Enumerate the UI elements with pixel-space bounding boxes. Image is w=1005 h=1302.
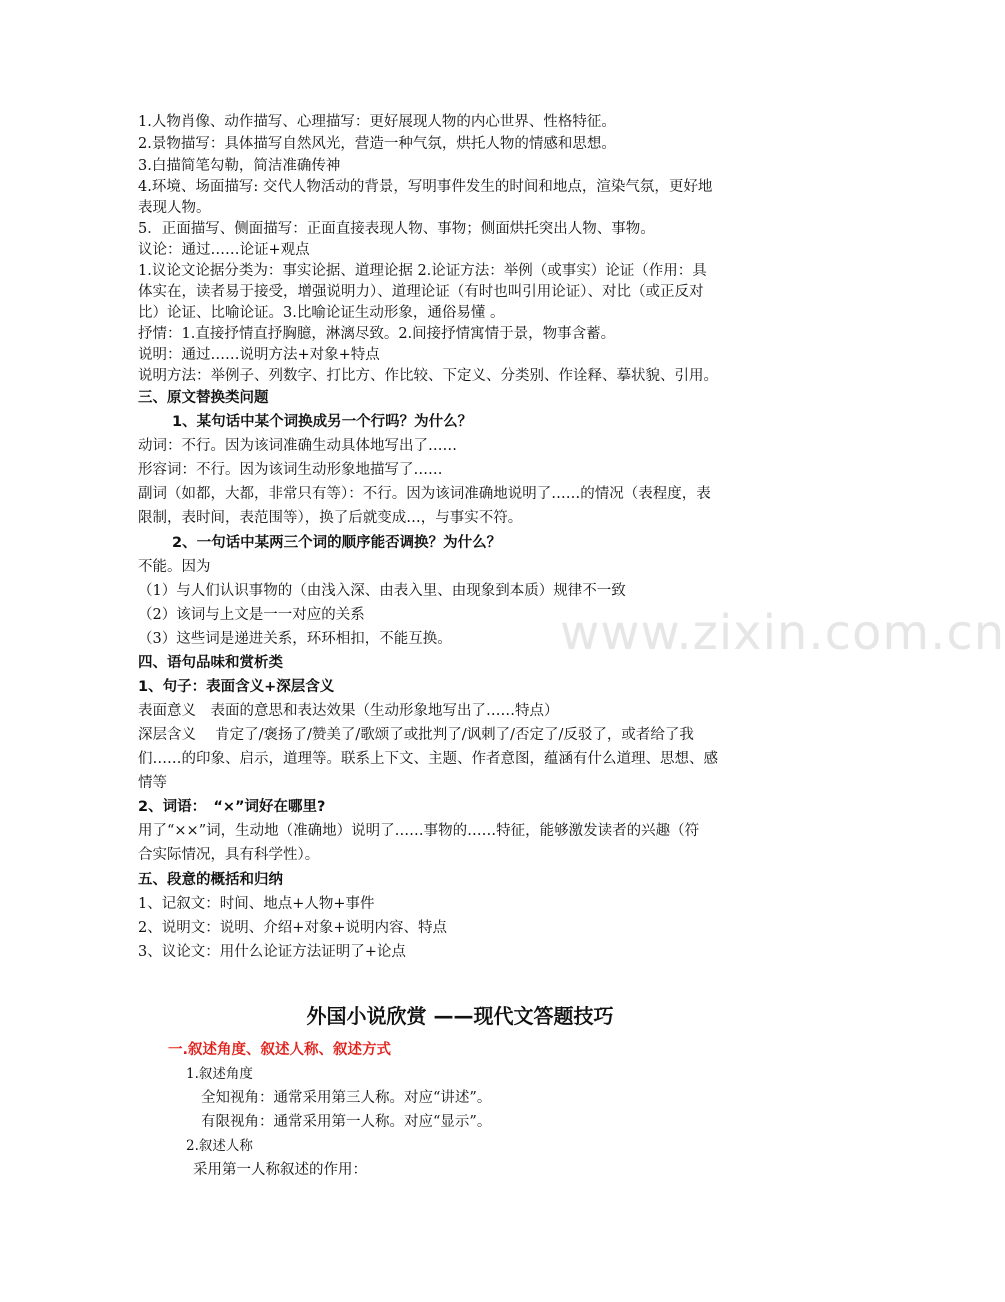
text-line: 动词：不行。因为该词准确生动具体地写出了…… <box>138 438 457 454</box>
text-line: 2、说明文：说明、介绍+对象+说明内容、特点 <box>138 920 448 936</box>
text-line: 2.景物描写：具体描写自然风光，营造一种气氛，烘托人物的情感和思想。 <box>138 136 616 152</box>
text-line: 用了“××”词，生动地（准确地）说明了……事物的……特征，能够激发读者的兴趣（符 <box>138 823 700 839</box>
section-heading-3: 三、原文替换类问题 <box>138 390 269 406</box>
text-line: 1、记叙文：时间、地点+人物+事件 <box>138 896 375 912</box>
section-heading-5: 五、段意的概括和归纳 <box>138 872 283 888</box>
text-line: 比）论证、比喻论证。3.比喻论证生动形象，通俗易懂 。 <box>138 305 505 321</box>
watermark: www.zixin.com.cn <box>560 605 1005 661</box>
text-line: 体实在，读者易于接受，增强说明力）、道理论证（有时也叫引用论证）、对比（或正反对 <box>138 284 704 300</box>
question-heading-2: 2、一句话中某两三个词的顺序能否调换？为什么？ <box>172 535 502 551</box>
text-line: 有限视角：通常采用第一人称。对应“显示”。 <box>201 1114 492 1130</box>
question-heading-1: 1、某句话中某个词换成另一个行吗？为什么？ <box>172 414 473 430</box>
text-line: 1.叙述角度 <box>186 1066 253 1082</box>
text-line: 4.环境、场面描写: 交代人物活动的背景，写明事件发生的时间和地点，渲染气氛，更好地 <box>138 179 713 195</box>
subheading-word: 2、词语： “×”词好在哪里? <box>138 799 326 815</box>
text-line: （1）与人们认识事物的（由浅入深、由表入里、由现象到本质）规律不一致 <box>138 583 626 599</box>
text-line: 副词（如都，大都，非常只有等）：不行。因为该词准确地说明了……的情况（表程度，表 <box>138 486 711 502</box>
text-line: 3、议论文：用什么论证方法证明了+论点 <box>138 944 406 960</box>
text-line: 表面意义 表面的意思和表达效果（生动形象地写出了……特点） <box>138 703 559 719</box>
red-heading: 一.叙述角度、叙述人称、叙述方式 <box>168 1042 392 1058</box>
text-line: 议论：通过……论证+观点 <box>138 242 310 258</box>
page-title: 外国小说欣赏 ——现代文答题技巧 <box>306 1004 614 1028</box>
text-line: 情等 <box>138 775 167 791</box>
text-line: 深层含义 肯定了/褒扬了/赞美了/歌颂了或批判了/讽刺了/否定了/反驳了，或者给了我 <box>138 727 694 743</box>
text-line: 说明：通过……说明方法+对象+特点 <box>138 347 380 363</box>
text-line: 1.议论文论据分类为：事实论据、道理论据 2.论证方法：举例（或事实）论证（作用：具 <box>138 263 707 279</box>
text-line: 形容词：不行。因为该词生动形象地描写了…… <box>138 462 443 478</box>
text-line: 合实际情况，具有科学性）。 <box>138 847 320 863</box>
text-line: 不能。因为 <box>138 559 211 575</box>
text-line: 说明方法：举例子、列数字、打比方、作比较、下定义、分类别、作诠释、摹状貌、引用。 <box>138 368 718 384</box>
text-line: 抒情：1.直接抒情直抒胸臆，淋漓尽致。2.间接抒情寓情于景，物事含蓄。 <box>138 326 616 342</box>
section-heading-4: 四、语句品味和赏析类 <box>138 655 283 671</box>
text-line: 2.叙述人称 <box>186 1138 253 1154</box>
text-line: 5．正面描写、侧面描写：正面直接表现人物、事物；侧面烘托突出人物、事物。 <box>138 221 655 237</box>
text-line: 表现人物。 <box>138 200 211 216</box>
text-line: 限制，表时间，表范围等），换了后就变成…，与事实不符。 <box>138 510 523 526</box>
text-line: （3）这些词是递进关系，环环相扣，不能互换。 <box>138 631 452 647</box>
text-line: 3.白描简笔勾勒，简洁准确传神 <box>138 158 341 174</box>
text-line: 全知视角：通常采用第三人称。对应“讲述”。 <box>201 1090 492 1106</box>
text-line: （2）该词与上文是一一对应的关系 <box>138 607 365 623</box>
subheading-sentence: 1、句子：表面含义+深层含义 <box>138 679 335 695</box>
text-line: 1.人物肖像、动作描写、心理描写：更好展现人物的内心世界、性格特征。 <box>138 114 616 130</box>
text-line: 们……的印象、启示，道理等。联系上下文、主题、作者意图，蕴涵有什么道理、思想、感 <box>138 751 718 767</box>
text-line: 采用第一人称叙述的作用： <box>193 1162 367 1178</box>
